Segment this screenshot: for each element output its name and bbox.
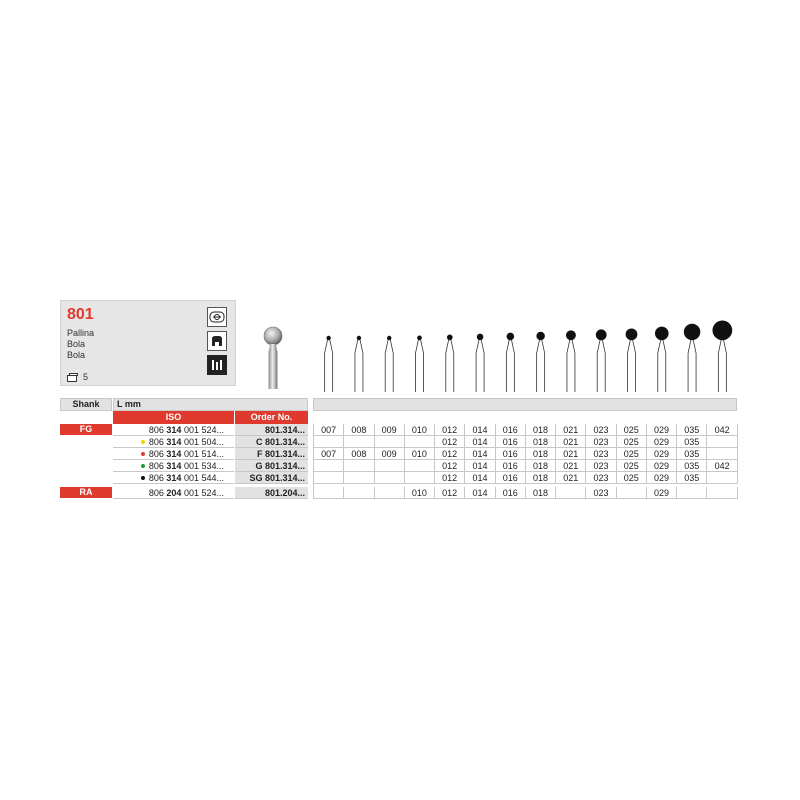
iso-shank-code: 204 xyxy=(166,488,182,498)
size-cell xyxy=(344,487,374,499)
size-cell: 035 xyxy=(677,472,707,484)
size-cell: 029 xyxy=(647,472,677,484)
size-cell: 018 xyxy=(526,487,556,499)
size-cell: 018 xyxy=(526,472,556,484)
size-cell xyxy=(405,472,435,484)
size-cell: 023 xyxy=(586,448,616,460)
iso-number xyxy=(113,448,234,460)
pack-quantity-value: 5 xyxy=(83,372,89,382)
product-number: 801 xyxy=(67,306,94,323)
size-cell: 021 xyxy=(556,436,586,448)
order-number-column-header: Order No. xyxy=(235,411,308,424)
order-number: 801.314... xyxy=(235,424,308,436)
iso-suffix: 001 504... xyxy=(181,437,224,447)
size-cell xyxy=(375,472,405,484)
size-cell: 021 xyxy=(556,472,586,484)
bur-profile-012 xyxy=(446,335,454,392)
iso-suffix: 001 544... xyxy=(181,473,224,483)
iso-prefix: 806 xyxy=(148,437,167,447)
size-cell: 018 xyxy=(526,448,556,460)
iso-shank-code: 314 xyxy=(166,461,182,471)
iso-number xyxy=(113,436,234,448)
bur-profile-016 xyxy=(506,333,514,392)
size-cell: 021 xyxy=(556,460,586,472)
product-names xyxy=(67,328,94,361)
size-cell xyxy=(344,460,374,472)
size-row xyxy=(314,487,738,499)
size-cell: 016 xyxy=(496,448,526,460)
iso-column-header: ISO xyxy=(113,411,234,424)
iso-suffix: 001 524... xyxy=(181,425,224,435)
bur-profile-042 xyxy=(712,320,732,392)
size-cell: 010 xyxy=(405,487,435,499)
size-cell: 042 xyxy=(707,460,737,472)
size-cell: 025 xyxy=(617,472,647,484)
pack-quantity xyxy=(67,372,88,382)
shank-ra-label: RA xyxy=(60,487,112,498)
size-row xyxy=(314,460,738,472)
size-cell: 018 xyxy=(526,460,556,472)
iso-shank-code: 314 xyxy=(166,449,182,459)
size-cell: 023 xyxy=(586,460,616,472)
size-cell: 025 xyxy=(617,460,647,472)
iso-suffix: 001 514... xyxy=(181,449,224,459)
bur-profile-018 xyxy=(536,332,544,392)
size-row xyxy=(314,436,738,448)
size-cell: 023 xyxy=(586,487,616,499)
usage-symbols xyxy=(207,307,227,375)
size-cell: 016 xyxy=(496,436,526,448)
sizes-header-band xyxy=(313,398,737,411)
size-cell xyxy=(677,487,707,499)
size-cell: 016 xyxy=(496,460,526,472)
bur-profile-014 xyxy=(476,334,484,392)
size-cell: 035 xyxy=(677,460,707,472)
grit-dot xyxy=(141,464,145,468)
size-cell: 016 xyxy=(496,424,526,436)
size-cell: 012 xyxy=(435,460,465,472)
size-cell: 014 xyxy=(465,424,495,436)
size-cell: 012 xyxy=(435,436,465,448)
size-cell: 012 xyxy=(435,487,465,499)
size-cell xyxy=(707,487,737,499)
bur-size-profiles xyxy=(313,320,737,392)
order-number: SG 801.314... xyxy=(235,472,308,484)
size-cell xyxy=(375,487,405,499)
grit-dot xyxy=(141,440,145,444)
size-cell: 035 xyxy=(677,424,707,436)
size-cell xyxy=(314,472,344,484)
size-cell xyxy=(314,460,344,472)
size-cell: 008 xyxy=(344,424,374,436)
size-cell: 010 xyxy=(405,448,435,460)
product-name-it: Pallina xyxy=(67,328,95,338)
size-cell xyxy=(375,436,405,448)
size-cell: 009 xyxy=(375,424,405,436)
iso-shank-code: 314 xyxy=(166,473,182,483)
size-cell: 023 xyxy=(586,472,616,484)
size-cell xyxy=(405,436,435,448)
size-cell: 014 xyxy=(465,460,495,472)
bur-profile-025 xyxy=(626,328,638,392)
bur-profile-010 xyxy=(416,336,424,393)
product-name-es: Bola xyxy=(67,339,86,349)
dentin-symbol-icon xyxy=(207,355,227,375)
size-row xyxy=(314,472,738,484)
size-cell: 023 xyxy=(586,424,616,436)
bur-profile-021 xyxy=(566,330,576,392)
order-number: C 801.314... xyxy=(235,436,308,448)
size-cell xyxy=(314,436,344,448)
iso-prefix: 806 xyxy=(148,461,167,471)
size-cell: 014 xyxy=(465,436,495,448)
bur-profile-008 xyxy=(355,336,363,392)
iso-shank-code: 314 xyxy=(166,425,182,435)
package-icon xyxy=(67,373,78,382)
contra-angle-symbol-icon xyxy=(207,307,227,327)
size-cell xyxy=(707,436,737,448)
bur-profile-029 xyxy=(655,327,669,392)
size-cell: 016 xyxy=(496,472,526,484)
size-cell: 029 xyxy=(647,487,677,499)
size-cell: 014 xyxy=(465,448,495,460)
shank-fg-label: FG xyxy=(60,424,112,435)
iso-number xyxy=(113,460,234,472)
size-cell: 025 xyxy=(617,448,647,460)
size-cell: 009 xyxy=(375,448,405,460)
iso-prefix: 806 xyxy=(148,488,167,498)
size-cell: 025 xyxy=(617,436,647,448)
size-cell: 018 xyxy=(526,436,556,448)
bur-profile-023 xyxy=(596,329,607,392)
iso-number xyxy=(113,487,234,499)
size-cell: 021 xyxy=(556,448,586,460)
size-cell xyxy=(617,487,647,499)
order-number: F 801.314... xyxy=(235,448,308,460)
bur-photo xyxy=(256,326,290,390)
iso-suffix: 001 534... xyxy=(181,461,224,471)
tooth-preparation-symbol-icon xyxy=(207,331,227,351)
size-cell xyxy=(314,487,344,499)
size-cell: 023 xyxy=(586,436,616,448)
length-column-header: L mm xyxy=(113,398,308,411)
size-cell: 016 xyxy=(496,487,526,499)
size-cell: 029 xyxy=(647,448,677,460)
size-cell: 014 xyxy=(465,472,495,484)
size-row xyxy=(314,448,738,460)
size-cell xyxy=(556,487,586,499)
iso-shank-code: 314 xyxy=(166,437,182,447)
size-cell: 018 xyxy=(526,424,556,436)
size-cell: 007 xyxy=(314,424,344,436)
bur-profile-035 xyxy=(684,324,700,392)
iso-prefix: 806 xyxy=(148,449,167,459)
size-row xyxy=(314,424,738,436)
size-cell: 012 xyxy=(435,472,465,484)
bur-profile-007 xyxy=(325,336,333,392)
size-cell xyxy=(375,460,405,472)
iso-suffix: 001 524... xyxy=(181,488,224,498)
order-number: 801.204... xyxy=(235,487,308,499)
size-cell: 035 xyxy=(677,436,707,448)
size-cell xyxy=(344,472,374,484)
size-cell: 012 xyxy=(435,448,465,460)
size-cell: 029 xyxy=(647,460,677,472)
size-cell: 010 xyxy=(405,424,435,436)
shank-column-header: Shank xyxy=(60,398,112,411)
iso-prefix: 806 xyxy=(148,425,167,435)
size-cell xyxy=(405,460,435,472)
product-name-pt: Bola xyxy=(67,350,86,360)
size-cell: 021 xyxy=(556,424,586,436)
grit-dot xyxy=(141,476,145,480)
size-cell: 008 xyxy=(344,448,374,460)
size-cell: 012 xyxy=(435,424,465,436)
order-number: G 801.314... xyxy=(235,460,308,472)
size-cell: 029 xyxy=(647,436,677,448)
size-cell xyxy=(344,436,374,448)
size-cell xyxy=(707,448,737,460)
size-cell: 029 xyxy=(647,424,677,436)
size-cell: 007 xyxy=(314,448,344,460)
iso-number xyxy=(113,472,234,484)
iso-number xyxy=(113,424,234,436)
grit-dot xyxy=(141,452,145,456)
iso-prefix: 806 xyxy=(148,473,167,483)
size-cell xyxy=(707,472,737,484)
size-cell: 035 xyxy=(677,448,707,460)
product-info-panel xyxy=(60,300,236,386)
size-grid xyxy=(313,424,738,499)
size-cell: 025 xyxy=(617,424,647,436)
bur-profile-009 xyxy=(385,336,393,392)
size-cell: 042 xyxy=(707,424,737,436)
size-cell: 014 xyxy=(465,487,495,499)
